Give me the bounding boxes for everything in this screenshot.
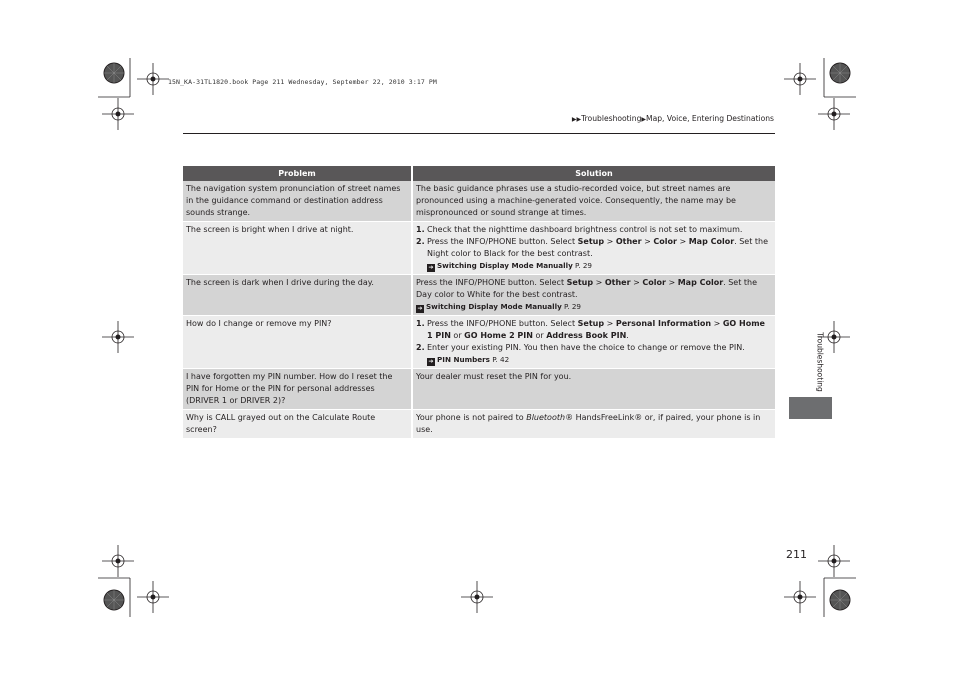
- problem-cell: How do I change or remove my PIN?: [183, 316, 412, 369]
- page-reference: ➔ Switching Display Mode Manually P. 29: [428, 261, 592, 271]
- solution-cell: The basic guidance phrases use a studio-recorded voice, but street names are pronounced using a machine-generated voice. Consequently, the name may be mispronounced or sound strange at times.: [412, 181, 775, 222]
- solution-step: 1. Press the INFO/PHONE button. Select Setup > Personal Information > GO Home 1 PIN or GO Home 2 PIN or Address Book PIN.: [416, 319, 765, 340]
- breadcrumb-section: Troubleshooting: [581, 114, 642, 123]
- reference-arrow-icon: ➔: [428, 264, 434, 271]
- breadcrumb-topic: Map, Voice, Entering Destinations: [646, 114, 774, 123]
- solution-step: 2. Press the INFO/PHONE button. Select Setup > Other > Color > Map Color. Set the Night color to Black for the best contrast.: [416, 237, 769, 258]
- breadcrumb-separator: ▶: [641, 116, 647, 123]
- solution-cell: Press the INFO/PHONE button. Select Setup > Other > Color > Map Color. Set the Day color to White for the best contrast. ➔ Switching Display Mode Manually P. 29: [412, 275, 775, 316]
- problem-cell: The navigation system pronunciation of street names in the guidance command or destination address sounds strange.: [183, 181, 412, 222]
- header-problem: Problem: [183, 166, 412, 181]
- problem-cell: The screen is bright when I drive at night.: [183, 222, 412, 275]
- print-header: 15N_KA-31TL1820.book Page 211 Wednesday, September 22, 2010 3:17 PM: [168, 78, 437, 86]
- header-solution: Solution: [412, 166, 775, 181]
- page-reference: ➔ Switching Display Mode Manually P. 29: [417, 302, 581, 312]
- solution-cell: Your dealer must reset the PIN for you.: [412, 369, 775, 410]
- page-number: 211: [786, 548, 807, 561]
- problem-cell: The screen is dark when I drive during the day.: [183, 275, 412, 316]
- solution-step: 1. Check that the nighttime dashboard brightness control is not set to maximum.: [416, 225, 743, 234]
- solution-cell: Your phone is not paired to Bluetooth® HandsFreeLink® or, if paired, your phone is in use.: [412, 410, 775, 439]
- problem-cell: Why is CALL grayed out on the Calculate Route screen?: [183, 410, 412, 439]
- breadcrumb-arrows: ▶▶: [571, 116, 582, 123]
- reference-arrow-icon: ➔: [417, 305, 423, 312]
- reference-arrow-icon: ➔: [428, 358, 434, 365]
- problem-cell: I have forgotten my PIN number. How do I reset the PIN for Home or the PIN for personal addresses (DRIVER 1 or DRIVER 2)?: [183, 369, 412, 410]
- page-reference: ➔ PIN Numbers P. 42: [428, 355, 510, 365]
- side-tab-label: Troubleshooting: [815, 332, 825, 392]
- solution-step: 2. Enter your existing PIN. You then have the choice to change or remove the PIN.: [416, 343, 745, 352]
